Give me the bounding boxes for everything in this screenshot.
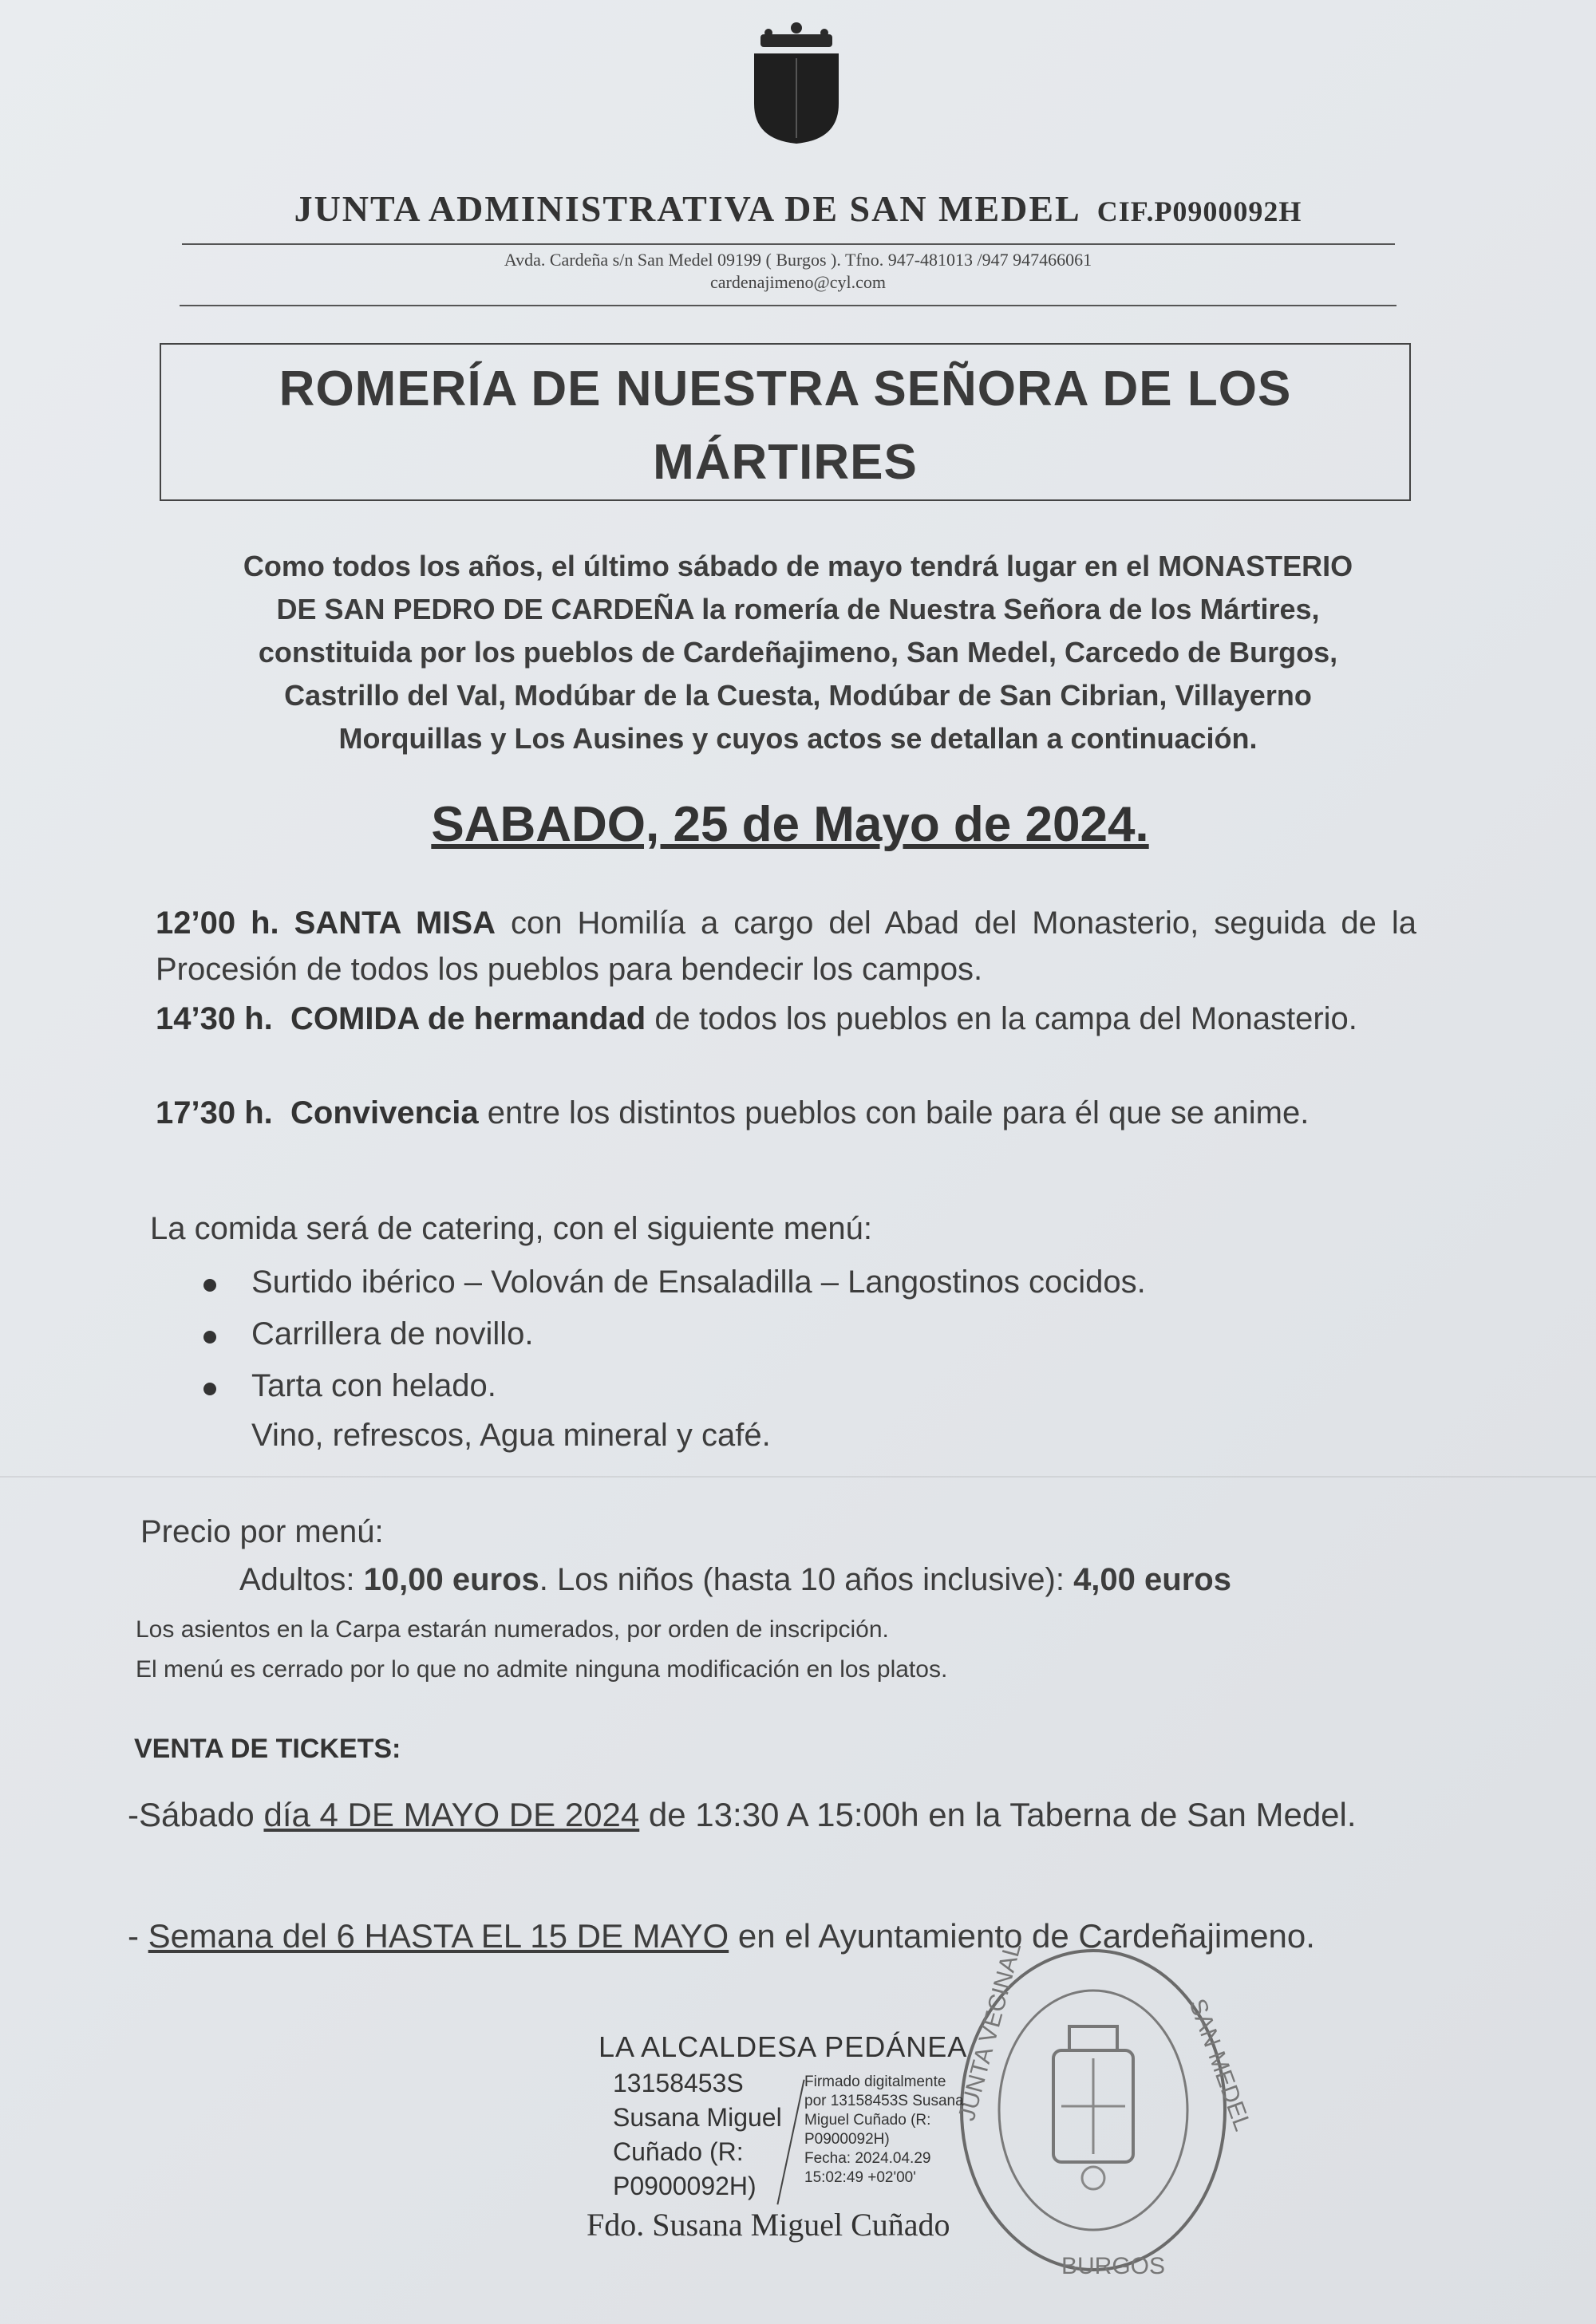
children-label: . Los niños (hasta 10 años inclusive): xyxy=(539,1562,1074,1597)
children-price: 4,00 euros xyxy=(1073,1562,1231,1597)
ticket-sale-detail: de 13:30 A 15:00h en la Taberna de San Medel. xyxy=(639,1796,1357,1833)
event-date-heading: SABADO, 25 de Mayo de 2024. xyxy=(431,797,1149,852)
ticket-sale-line xyxy=(128,1789,1444,1841)
intro-line: DE SAN PEDRO DE CARDEÑA la romería de Nuestra Señora de los Mártires, xyxy=(276,593,1320,625)
signature-detail-line: P0900092H) xyxy=(804,2131,890,2148)
menu-intro: La comida será de catering, con el siguiente menú: xyxy=(150,1211,872,1246)
schedule-event: SANTA MISA xyxy=(294,906,496,941)
event-title-box xyxy=(160,343,1411,501)
event-title-line1: ROMERÍA DE NUESTRA SEÑORA DE LOS xyxy=(279,361,1292,416)
intro-line: constituida por los pueblos de Cardeñajimeno, San Medel, Carcedo de Burgos, xyxy=(258,636,1338,669)
tickets-heading: VENTA DE TICKETS: xyxy=(134,1734,401,1764)
seating-note: Los asientos en la Carpa estarán numerados, por orden de inscripción. xyxy=(136,1616,889,1643)
schedule-event: COMIDA de hermandad xyxy=(290,1001,646,1036)
official-stamp xyxy=(950,1939,1256,2282)
signature-line: Cuñado (R: xyxy=(613,2137,744,2166)
digital-signature-name xyxy=(613,2066,796,2204)
signatory-title: LA ALCALDESA PEDÁNEA xyxy=(598,2030,968,2063)
ticket-sale-line xyxy=(128,1910,1444,1963)
intro-line: Morquillas y Los Ausines y cuyos actos se detallan a continuación. xyxy=(338,722,1258,755)
bullet-icon xyxy=(203,1279,216,1292)
schedule-time: 17’30 h. xyxy=(156,1095,273,1130)
cif-number: CIF.P0900092H xyxy=(1096,195,1302,227)
price-line xyxy=(239,1562,1231,1598)
schedule-item-gathering xyxy=(156,1090,1416,1136)
intro-line: Como todos los años, el último sábado de mayo tendrá lugar en el MONASTERIO xyxy=(243,550,1353,582)
signature-detail-line: Fecha: 2024.04.29 xyxy=(804,2150,931,2167)
schedule-time: 12’00 h. xyxy=(156,906,279,941)
organization-header xyxy=(239,187,1357,230)
header-rule-bottom xyxy=(180,305,1396,306)
schedule-detail: de todos los pueblos en la campa del Monasterio. xyxy=(646,1001,1357,1036)
adults-price: 10,00 euros xyxy=(363,1562,539,1597)
paper-fold-line xyxy=(0,1476,1596,1478)
header-rule-top xyxy=(182,243,1395,245)
schedule-detail: entre los distintos pueblos con baile para él que se anime. xyxy=(478,1095,1310,1130)
signature-line: 13158453S xyxy=(613,2069,744,2097)
intro-line: Castrillo del Val, Modúbar de la Cuesta, Modúbar de San Cibrian, Villayerno xyxy=(284,679,1312,712)
svg-text:JUNTA VECINAL: JUNTA VECINAL xyxy=(953,1939,1027,2124)
schedule-detail: con Homilía a cargo del Abad del Monasterio, seguida de la Procesión de todos los pueblos para bendecir los campos. xyxy=(156,906,1416,987)
signature-detail-line: Miguel Cuñado (R: xyxy=(804,2112,931,2129)
adults-label: Adultos: xyxy=(239,1562,364,1597)
schedule-item-mass xyxy=(156,900,1416,992)
intro-paragraph xyxy=(168,545,1428,760)
price-label: Precio por menú: xyxy=(140,1514,384,1549)
ticket-sale-date: Semana del 6 HASTA EL 15 DE MAYO xyxy=(148,1917,729,1955)
signed-by: Fdo. Susana Miguel Cuñado xyxy=(587,2207,950,2243)
menu-item-text: Surtido ibérico – Volován de Ensaladilla – Langostinos cocidos. xyxy=(251,1265,1146,1300)
signature-detail-line: Firmado digitalmente xyxy=(804,2073,946,2090)
organization-name: JUNTA ADMINISTRATIVA DE SAN MEDEL xyxy=(294,188,1081,229)
svg-text:BURGOS: BURGOS xyxy=(1061,2253,1166,2279)
signature-detail-line: por 13158453S Susana xyxy=(804,2093,964,2109)
signature-detail-line: 15:02:49 +02'00' xyxy=(804,2169,916,2186)
menu-note: El menú es cerrado por lo que no admite ninguna modificación en los platos. xyxy=(136,1656,948,1683)
menu-drinks: Vino, refrescos, Agua mineral y café. xyxy=(251,1418,771,1453)
ticket-sale-detail: en el Ayuntamiento de Cardeñajimeno. xyxy=(729,1917,1315,1955)
signature-line: P0900092H) xyxy=(613,2172,757,2200)
event-title-line2: MÁRTIRES xyxy=(653,435,918,490)
bullet-icon xyxy=(203,1383,216,1395)
header-email: cardenajimeno@cyl.com xyxy=(710,272,886,292)
ticket-sale-date: día 4 DE MAYO DE 2024 xyxy=(263,1796,640,1833)
svg-text:SAN MEDEL: SAN MEDEL xyxy=(1183,1995,1256,2135)
signature-line: Susana Miguel xyxy=(613,2103,782,2132)
header-address: Avda. Cardeña s/n San Medel 09199 ( Burgos ). Tfno. 947-481013 /947 947466061 xyxy=(504,250,1092,270)
schedule-time: 14’30 h. xyxy=(156,1001,273,1036)
ticket-sale-prefix: -Sábado xyxy=(128,1796,264,1833)
ticket-sale-prefix: - xyxy=(128,1917,148,1955)
menu-item-text: Tarta con helado. xyxy=(251,1368,496,1403)
menu-item-text: Carrillera de novillo. xyxy=(251,1316,534,1351)
header-address-block xyxy=(303,249,1293,294)
schedule-item-lunch xyxy=(156,996,1416,1042)
schedule-event: Convivencia xyxy=(290,1095,479,1130)
bullet-icon xyxy=(203,1331,216,1344)
digital-signature-details xyxy=(804,2073,984,2188)
coat-of-arms-logo xyxy=(738,20,854,148)
